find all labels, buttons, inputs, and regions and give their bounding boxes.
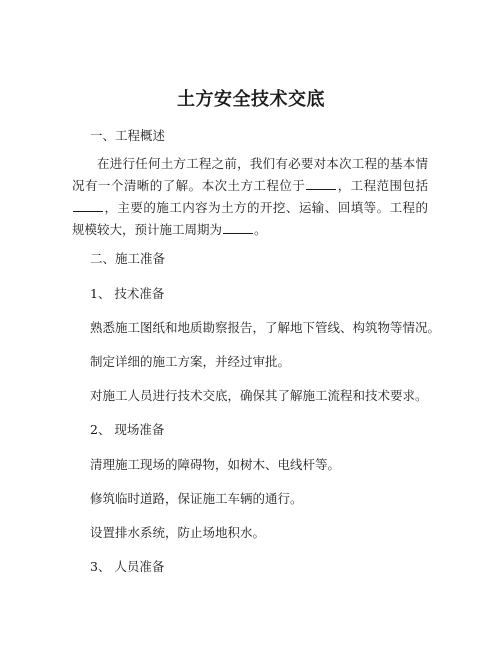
list-item: 熟悉施工图纸和地质勘察报告，了解地下管线、构筑物等情况。 bbox=[90, 320, 441, 335]
overview-text-4: 。 bbox=[254, 222, 267, 237]
subheading-site-prep: 2、 现场准备 bbox=[90, 422, 165, 437]
document-title: 土方安全技术交底 bbox=[177, 89, 325, 110]
list-item: 修筑临时道路，保证施工车辆的通行。 bbox=[90, 491, 303, 506]
list-item: 清理施工现场的障碍物，如树木、电线杆等。 bbox=[90, 457, 341, 472]
blank-scope bbox=[73, 198, 103, 212]
subheading-staff-prep: 3、 人员准备 bbox=[90, 559, 165, 574]
section-heading-overview: 一、工程概述 bbox=[90, 128, 166, 143]
blank-duration bbox=[223, 220, 253, 234]
overview-paragraph bbox=[72, 153, 428, 241]
blank-location bbox=[306, 176, 336, 190]
list-item: 制定详细的施工方案，并经过审批。 bbox=[90, 354, 291, 369]
subheading-tech-prep: 1、 技术准备 bbox=[90, 286, 165, 301]
section-heading-preparation: 二、施工准备 bbox=[90, 251, 166, 266]
overview-text-1: 在进行任何土方工程之前，我们有必要对本次工程的基本情况有一个清晰的了解。本次土方工程位于 bbox=[72, 156, 428, 193]
overview-text-3: ，主要的施工内容为土方的开挖、运输、回填等。工程的规模较大，预计施工周期为 bbox=[72, 200, 428, 237]
list-item: 对施工人员进行技术交底，确保其了解施工流程和技术要求。 bbox=[90, 388, 428, 403]
list-item: 设置排水系统，防止场地积水。 bbox=[90, 525, 266, 540]
overview-text-2: ，工程范围包括 bbox=[337, 178, 428, 193]
